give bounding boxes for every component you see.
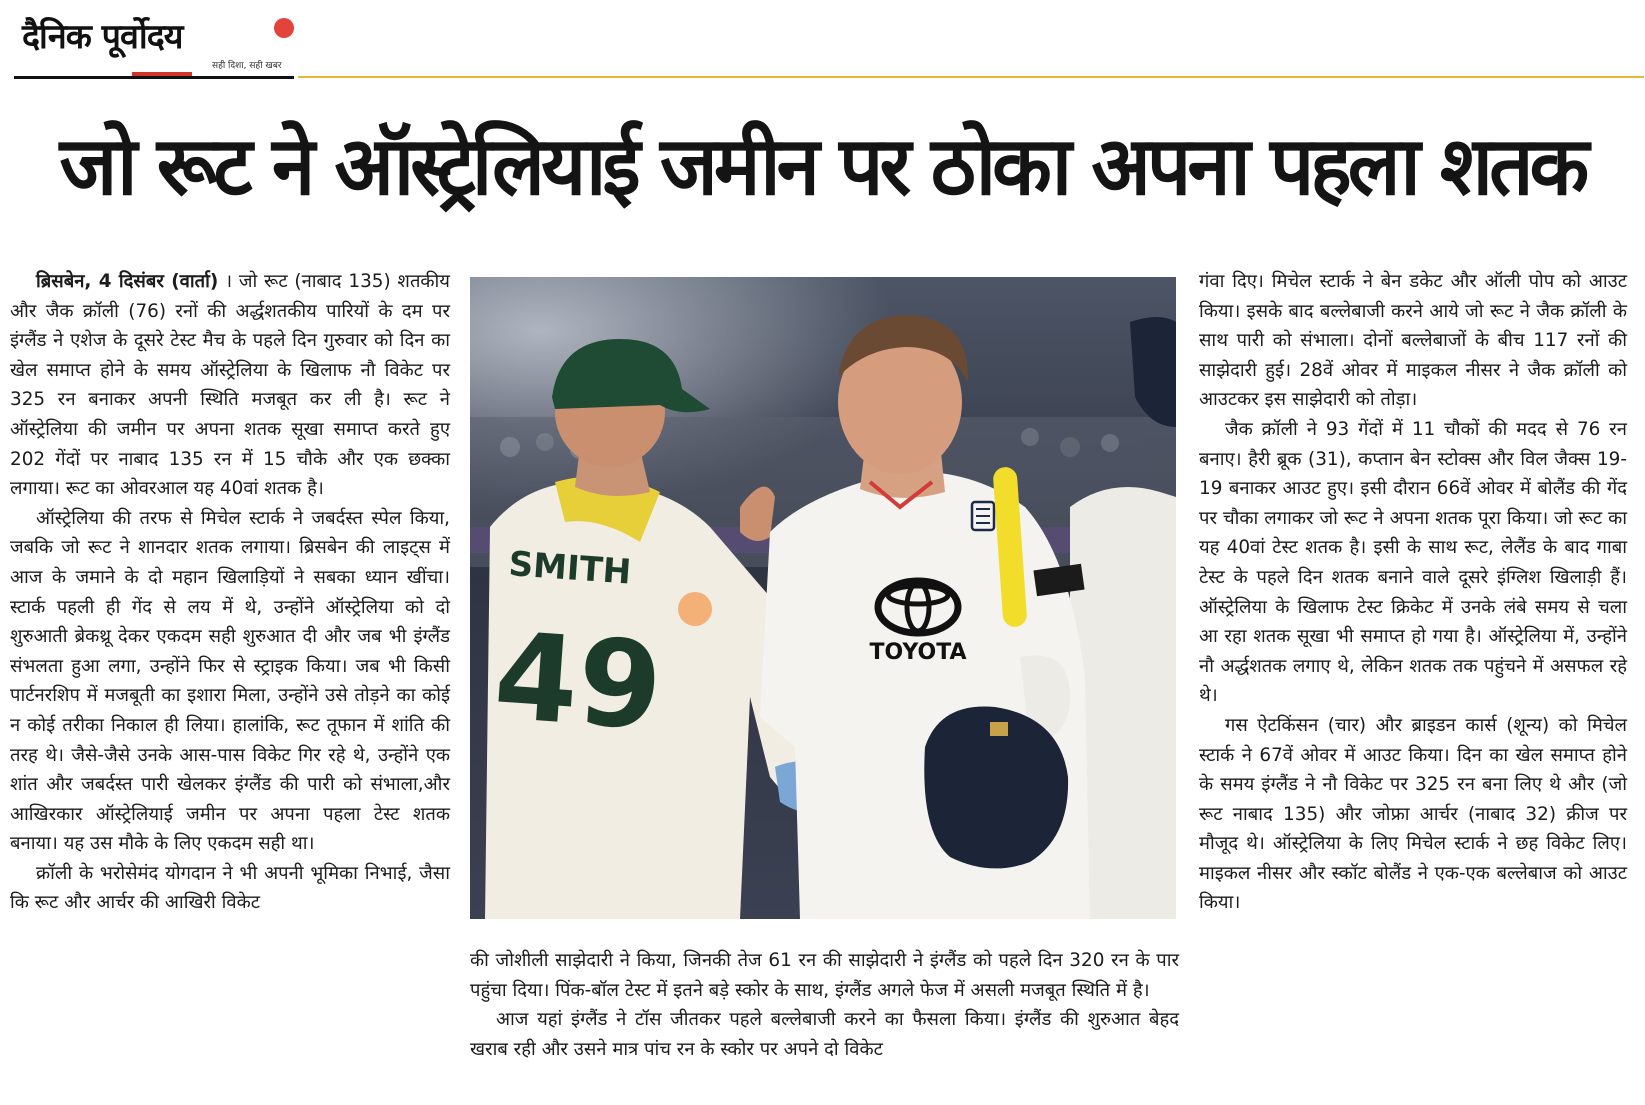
jersey-number: 49 — [489, 607, 667, 758]
logo-tagline: सही दिशा, सही खबर — [212, 61, 282, 71]
article-paragraph: की जोशीली साझेदारी ने किया, जिनकी तेज 61 रन की साझेदारी ने इंग्लैंड को पहले दिन 320 रन के पार पहुंचा दिया। पिंक-बॉल टेस्ट में इतने बड़े स्कोर के साथ, इंग्लैंड अगले फेज में असली मजबूत स्थिति में है। — [470, 950, 1179, 1001]
article-paragraph: ऑस्ट्रेलिया की तरफ से मिचेल स्टार्क ने जबर्दस्त स्पेल किया, जबकि जो रूट ने शानदार शतक लगाया। ब्रिसबेन की लाइट्स में आज के जमाने के दो महान खिलाड़ियों ने सबका ध्यान खींचा। स्टार्क पहली ही गेंद से लय में थे, उन्होंने ऑस्ट्रेलिया को दो शुरुआती ब्रेकथ्रू देकर एकदम सही शुरुआत दी और जब भी इंग्लैंड संभलता हुआ लगा, उन्होंने फिर से स्ट्राइक किया। जब भी किसी पार्टनरशिप में मजबूती का इशारा मिला, उन्होंने उसे तोड़ने का कोई न कोई तरीका निकाल ही लिया। हालांकि, रूट तूफान में शांति की तरह थे। जैसे-जैसे उनके आस-पास विकेट गिर रहे थे, उन्होंने एक शांत और जबर्दस्त पारी खेलकर इंग्लैंड की पारी को संभाला,और आखिरकार ऑस्ट्रेलियाई जमीन पर अपना पहला टेस्ट शतक बनाया। यह उस मौके के लिए एकदम सही था। — [10, 507, 450, 855]
sponsor-text: TOYOTA — [869, 640, 967, 665]
article-paragraph — [10, 267, 450, 504]
article-photo — [470, 277, 1176, 919]
article-paragraph: आज यहां इंग्लैंड ने टॉस जीतकर पहले बल्लेबाजी करने का फैसला किया। इंग्लैंड की शुरुआत बेहद खराब रही और उसने मात्र पांच रन के स्कोर पर अपने दो विकेट — [470, 1009, 1179, 1060]
logo-sun-icon — [274, 18, 294, 38]
logo-text: दैनिक पूर्वोदय — [22, 17, 183, 57]
jersey-name: SMITH — [507, 544, 633, 593]
article-paragraph: जैक क्रॉली ने 93 गेंदों में 11 चौकों की मदद से 76 रन बनाए। हैरी ब्रूक (31), कप्तान बेन स्टोक्स और विल जैक्स 19-19 बनाकर आउट हुए। इसी दौरान 66वें ओवर में बोलैंड की गेंद पर चौका लगाकर जो रूट ने अपना शतक पूरा किया। जो रूट का यह 40वां टेस्ट शतक है। इसी के साथ रूट, लेलैंड के बाद गाबा टेस्ट के पहले दिन शतक बनाने वाले दूसरे इंग्लिश खिलाड़ी हैं। ऑस्ट्रेलिया के खिलाफ टेस्ट क्रिकेट में उनके लंबे समय से चला आ रहा शतक सूखा भी समाप्त हो गया है। ऑस्ट्रेलिया में, उन्होंने नौ अर्द्धशतक लगाए थे, लेकिन शतक तक पहुंचने में असफल रहे थे। — [1199, 418, 1627, 707]
article-column-right — [1199, 267, 1627, 918]
paragraph-text: । जो रूट (नाबाद 135) शतकीय और जैक क्रॉली (76) रनों की अर्द्धशतकीय पारियों के दम पर इंग्लैंड ने एशेज के दूसरे टेस्ट मैच के पहले दिन गुरुवार को दिन का खेल समाप्त होने के समय ऑस्ट्रेलिया के खिलाफ नौ विकेट पर 325 रन बनाकर अपनी स्थिति मजबूत कर ली है। रूट ने ऑस्ट्रेलिया की जमीन पर अपना शतक सूखा समाप्त करते हुए 202 गेंदों पर नाबाद 135 रन में 15 चौके और एक छक्का लगाया। रूट का ओवरआल यह 40वां शतक है। — [10, 271, 450, 500]
article-column-left — [10, 267, 450, 918]
helmet-badge — [990, 722, 1008, 736]
newspaper-logo[interactable] — [14, 10, 294, 74]
masthead — [8, 6, 1644, 72]
masthead-rule — [298, 76, 1644, 78]
article-paragraph: गस ऐटकिंसन (चार) और ब्राइडन कार्स (शून्य) को मिचेल स्टार्क ने 67वें ओवर में आउट किया। दिन का खेल समाप्त होने के समय इंग्लैंड ने नौ विकेट पर 325 रन बना लिए थे और (जो रूट नाबाद 135) और जोफ्रा आर्चर (नाबाद 32) क्रीज पर मौजूद थे। ऑस्ट्रेलिया के लिए मिचेल स्टार्क ने छह विकेट लिए। माइकल नीसर और स्कॉट बोलैंड ने एक-एक बल्लेबाज को आउट किया। — [1199, 714, 1627, 914]
page-headline: जो रूट ने ऑस्ट्रेलियाई जमीन पर ठोका अपना पहला शतक — [59, 120, 1586, 214]
dateline: ब्रिसबेन, 4 दिसंबर (वार्ता) — [36, 271, 219, 292]
sponsor-badge — [678, 592, 712, 626]
article-paragraph: क्रॉली के भरोसेमंद योगदान ने भी अपनी भूमिका निभाई, जैसा कि रूट और आर्चर की आखिरी विकेट — [10, 862, 450, 914]
photo-illustration — [470, 277, 1176, 919]
article-paragraph: गंवा दिए। मिचेल स्टार्क ने बेन डकेट और ऑली पोप को आउट किया। इसके बाद बल्लेबाजी करने आये जो रूट ने जैक क्रॉली के साथ पारी को संभाला। दोनों बल्लेबाजों के बीच 117 रनों की साझेदारी हुई। 28वें ओवर में माइकल नीसर ने जैक क्रॉली को आउटकर इस साझेदारी को तोड़ा। — [1199, 271, 1627, 411]
logo-underline — [14, 76, 294, 79]
article-column-middle — [470, 946, 1179, 1064]
